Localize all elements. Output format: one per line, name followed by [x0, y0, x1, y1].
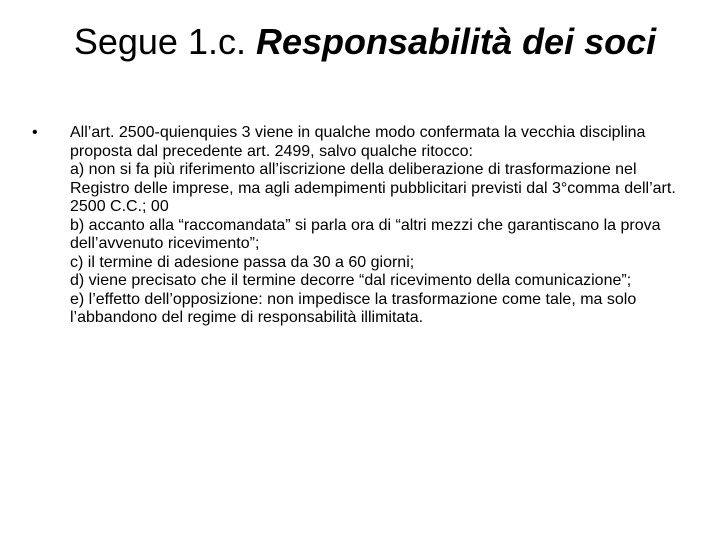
slide-content — [30, 124, 690, 328]
point-a: a) non si fa più riferimento all’iscrizione della deliberazione di trasformazione nel Registro delle imprese, ma agli adempimenti pubblicitari previsti dal 3°comma dell’art. 2500 C.C.; 00 — [70, 161, 676, 215]
title-plain: Segue 1.c. — [73, 21, 256, 62]
intro-paragraph: All’art. 2500-quienquies 3 viene in qualche modo confermata la vecchia disciplina proposta dal precedente art. 2499, salvo qualche ritocco: — [70, 124, 646, 160]
point-e: e) l’effetto dell’opposizione: non impedisce la trasformazione come tale, ma solo l’abbandono del regime di responsabilità illimitata. — [70, 290, 637, 326]
point-d: d) viene precisato che il termine decorre “dal ricevimento della comunicazione”; — [70, 272, 632, 289]
point-b: b) accanto alla “raccomandata” si parla ora di “altri mezzi che garantiscano la prova dell’avvenuto ricevimento”; — [70, 216, 661, 252]
bullet-icon: • — [32, 124, 38, 141]
point-c: c) il termine di adesione passa da 30 a 60 giorni; — [70, 253, 415, 271]
bullet-body — [70, 124, 690, 328]
slide-title — [40, 20, 690, 64]
bullet-item — [30, 124, 690, 328]
title-emphasis: Responsabilità dei soci — [256, 21, 657, 62]
